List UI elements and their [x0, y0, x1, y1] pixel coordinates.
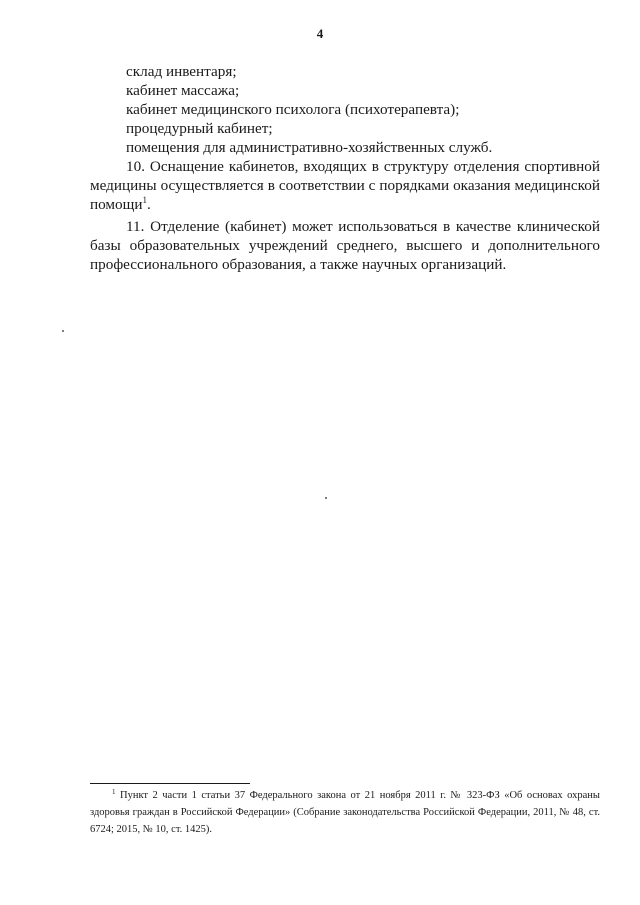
document-body	[90, 62, 600, 274]
list-item: кабинет медицинского психолога (психотерапевта);	[126, 101, 460, 118]
paragraph-10	[90, 157, 600, 214]
footnote-separator	[90, 783, 250, 784]
scan-speck	[62, 330, 64, 332]
footnote-reference: 1	[142, 195, 147, 205]
footnote-text: Пункт 2 части 1 статьи 37 Федерального закона от 21 ноября 2011 г. № 323-ФЗ «Об основах охраны здоровья граждан в Российской Федерации» (Собрание законодательства Российской Федерации, 2011, № 48, ст. 6724; 2015, № 10, ст. 1425).	[90, 790, 600, 835]
list-item: помещения для административно-хозяйственных служб.	[126, 139, 493, 156]
footnote	[90, 787, 600, 838]
footnote-marker: 1	[112, 788, 116, 796]
paragraph-11: 11. Отделение (кабинет) может использоваться в качестве клинической базы образовательных учреждений среднего, высшего и дополнительного профессионального образования, а также научных организаций.	[90, 218, 600, 273]
page-number: 4	[316, 26, 324, 41]
paragraph-10-end: .	[146, 196, 151, 213]
scan-speck	[325, 497, 327, 499]
list-item: кабинет массажа;	[126, 82, 240, 99]
paragraph-10-text: 10. Оснащение кабинетов, входящих в структуру отделения спортивной медицины осуществляется в соответствии с порядками оказания медицинской помощи	[90, 158, 600, 213]
list-item: склад инвентаря;	[126, 63, 237, 80]
list-item: процедурный кабинет;	[126, 120, 273, 137]
